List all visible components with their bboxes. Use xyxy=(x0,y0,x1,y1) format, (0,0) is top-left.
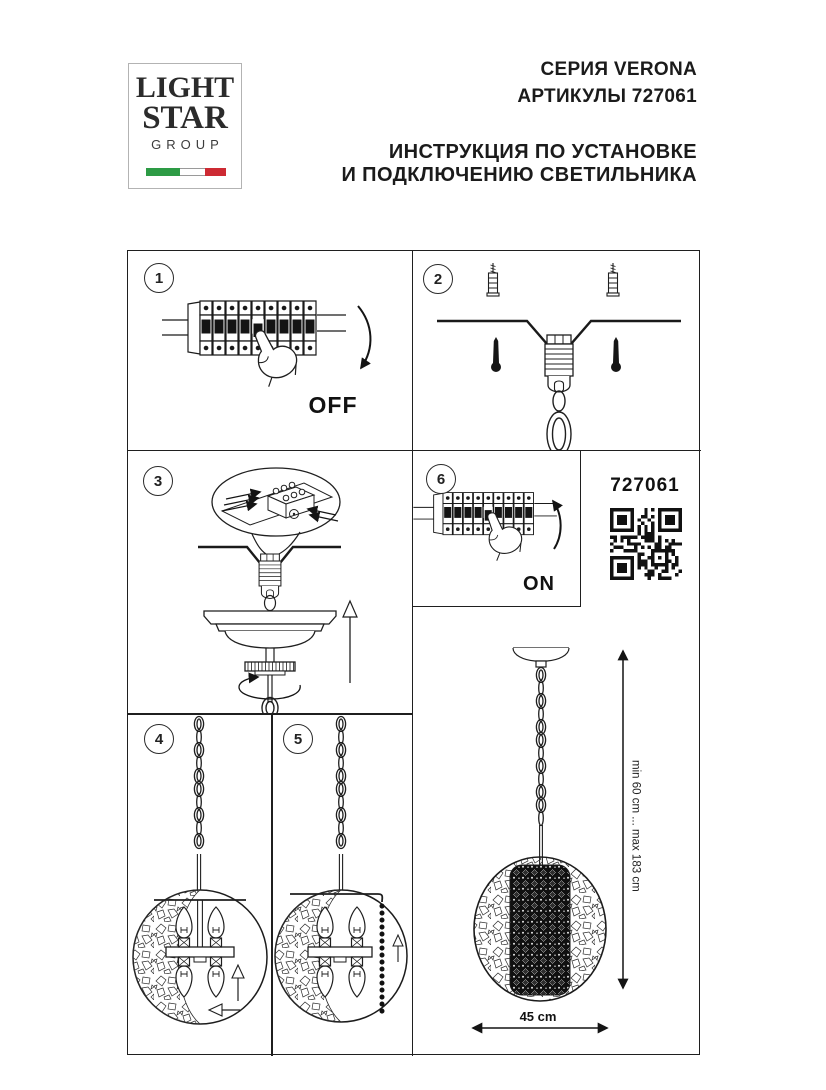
step4-illustration xyxy=(128,714,272,1056)
diameter-label: 45 cm xyxy=(519,1009,557,1024)
canopy-icon xyxy=(513,648,569,667)
logo-light-text: LIGHT xyxy=(135,71,235,104)
step-number-badge: 1 xyxy=(144,263,174,293)
logo-group-text: GROUP xyxy=(151,137,224,152)
chain-link-icon xyxy=(262,698,278,715)
wall-plug-icon xyxy=(607,263,619,296)
step-number-badge: 5 xyxy=(283,724,313,754)
chain-icon xyxy=(336,717,345,849)
step5-illustration xyxy=(272,714,413,1056)
chain-icon xyxy=(194,717,203,849)
wiring-callout-balloon xyxy=(212,468,340,556)
italian-flag-icon xyxy=(146,168,226,176)
lightstar-logo xyxy=(128,63,242,189)
off-label: OFF xyxy=(308,392,358,418)
rotate-arrow-icon xyxy=(239,677,300,699)
step2-illustration xyxy=(413,251,701,450)
circuit-breaker-icon xyxy=(162,301,346,355)
chain-link-icon xyxy=(547,391,571,450)
arrow-up-icon xyxy=(553,501,561,549)
threaded-nipple-icon xyxy=(259,554,281,598)
step-number-badge: 4 xyxy=(144,724,174,754)
canopy-icon xyxy=(204,611,336,648)
screw-icon xyxy=(491,337,501,372)
crystal-column xyxy=(510,865,570,995)
step-number-badge: 3 xyxy=(143,466,173,496)
qr-code xyxy=(610,508,682,580)
lock-nut-icon xyxy=(245,662,295,675)
threaded-nipple-icon xyxy=(545,335,573,392)
lamp-body-bar xyxy=(166,947,234,957)
screw-icon xyxy=(611,337,621,372)
article-number: 727061 xyxy=(610,475,680,496)
suspension-height-label: min 60 cm ... max 183 cm xyxy=(629,759,642,892)
series-title: СЕРИЯ VERONA xyxy=(540,59,697,80)
chain-icon xyxy=(536,668,545,826)
instruction-title-line2: И ПОДКЛЮЧЕНИЮ СВЕТИЛЬНИКА xyxy=(341,163,697,186)
arrow-up-icon xyxy=(343,601,357,683)
logo-star-text: STAR xyxy=(142,100,228,136)
wall-plug-icon xyxy=(487,263,499,296)
step3-illustration xyxy=(128,451,413,714)
header-series-block xyxy=(517,56,697,110)
page-title xyxy=(341,141,697,186)
steps-grid xyxy=(127,250,700,1055)
step-number-badge: 6 xyxy=(426,464,456,494)
arrow-down-icon xyxy=(358,306,370,368)
on-label: ON xyxy=(523,573,555,595)
instruction-title-line1: ИНСТРУКЦИЯ ПО УСТАНОВКЕ xyxy=(388,141,697,163)
circuit-breaker-icon xyxy=(413,493,557,535)
step-number-badge: 2 xyxy=(423,264,453,294)
article-title: АРТИКУЛЫ 727061 xyxy=(517,86,697,107)
lamp-body-bar xyxy=(308,947,372,957)
